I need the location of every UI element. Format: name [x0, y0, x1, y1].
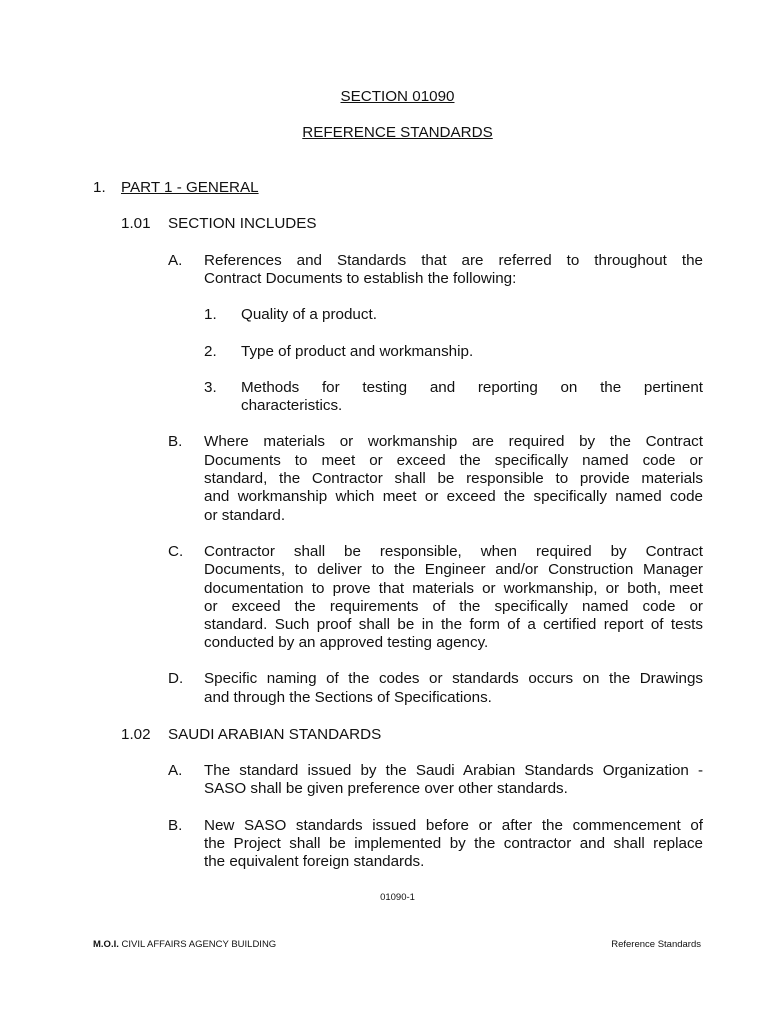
- paragraph-line: the equivalent foreign standards.: [204, 853, 425, 870]
- paragraph-line: Documents, to deliver to the Engineer and/or Construction Manager: [204, 561, 703, 578]
- paragraph-line: the Project shall be implemented by the contractor and shall replace: [204, 835, 703, 852]
- paragraph-line: standard, the Contractor shall be responsible to provide materials: [204, 470, 703, 487]
- list-item-text: characteristics.: [241, 397, 343, 414]
- list-item-number: 2.: [204, 343, 217, 360]
- article-number-101: 1.01: [121, 215, 151, 232]
- paragraph-line: Documents to meet or exceed the specifically named code or: [204, 452, 703, 469]
- paragraph-letter-101c: C.: [168, 543, 184, 560]
- paragraph-line: Contractor shall be responsible, when required by Contract: [204, 543, 703, 560]
- footer-project-bold: M.O.I.: [93, 939, 119, 950]
- paragraph-line: or standard.: [204, 507, 286, 524]
- section-title: REFERENCE STANDARDS: [302, 124, 493, 141]
- paragraph-line: standard. Such proof shall be in the form of a certified report of tests: [204, 616, 703, 633]
- footer-doc-title: Reference Standards: [611, 939, 701, 950]
- paragraph-line: Where materials or workmanship are required by the Contract: [204, 433, 703, 450]
- paragraph-line: documentation to prove that materials or workmanship, or both, meet: [204, 580, 703, 597]
- paragraph-line: or exceed the requirements of the specifically named code or: [204, 598, 703, 615]
- paragraph-letter-102a: A.: [168, 762, 183, 779]
- paragraph-line: Contract Documents to establish the following:: [204, 270, 517, 287]
- list-item-number: 3.: [204, 379, 217, 396]
- article-number-102: 1.02: [121, 726, 151, 743]
- paragraph-line: and workmanship which meet or exceed the specifically named code: [204, 488, 703, 505]
- footer-project: [93, 939, 276, 951]
- paragraph-line: New SASO standards issued before or after the commencement of: [204, 817, 703, 834]
- paragraph-letter-101a: A.: [168, 252, 183, 269]
- paragraph-letter-101d: D.: [168, 670, 184, 687]
- list-item-text: Methods for testing and reporting on the pertinent: [241, 379, 703, 396]
- article-title-102: SAUDI ARABIAN STANDARDS: [168, 726, 382, 743]
- paragraph-line: Specific naming of the codes or standards occurs on the Drawings: [204, 670, 703, 687]
- paragraph-line: SASO shall be given preference over other standards.: [204, 780, 568, 797]
- article-title-101: SECTION INCLUDES: [168, 215, 317, 232]
- page-number: 01090-1: [380, 892, 415, 903]
- section-number: SECTION 01090: [340, 88, 455, 105]
- list-item-text: Quality of a product.: [241, 306, 377, 323]
- footer-project-name: CIVIL AFFAIRS AGENCY BUILDING: [118, 939, 277, 950]
- paragraph-line: conducted by an approved testing agency.: [204, 634, 489, 651]
- part-number: 1.: [93, 179, 106, 196]
- paragraph-letter-101b: B.: [168, 433, 183, 450]
- paragraph-letter-102b: B.: [168, 817, 183, 834]
- paragraph-line: References and Standards that are referred to throughout the: [204, 252, 703, 269]
- paragraph-line: The standard issued by the Saudi Arabian Standards Organization -: [204, 762, 703, 779]
- part-title: PART 1 - GENERAL: [121, 179, 259, 196]
- list-item-text: Type of product and workmanship.: [241, 343, 474, 360]
- list-item-number: 1.: [204, 306, 217, 323]
- paragraph-line: and through the Sections of Specifications.: [204, 689, 492, 706]
